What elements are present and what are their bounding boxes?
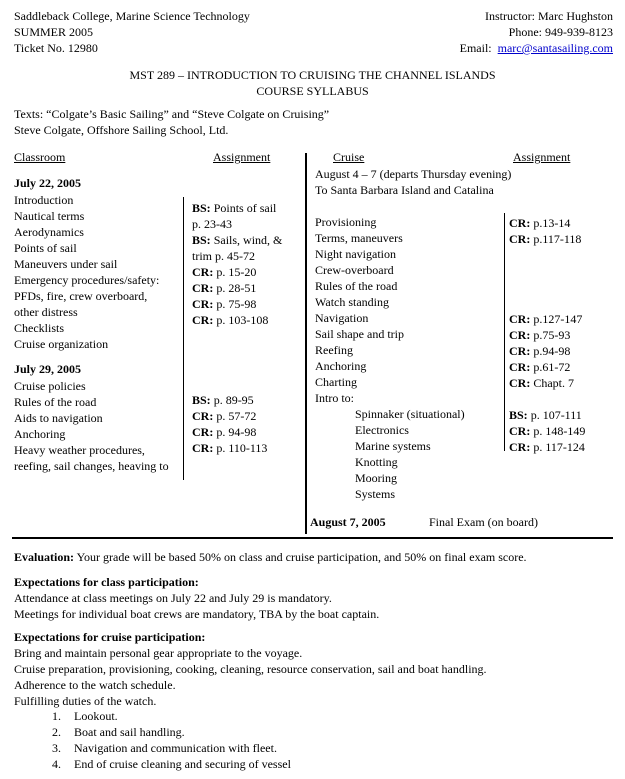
final-exam-date: August 7, 2005: [310, 515, 386, 529]
cruise-participation-line: Fulfilling duties of the watch.: [14, 694, 157, 708]
col-head-assignment-right: Assignment: [513, 150, 571, 164]
assignment-item: BS: p. 107-111: [509, 408, 582, 422]
assignment-item: p. 23-43: [192, 217, 232, 231]
session2-date: July 29, 2005: [14, 362, 82, 376]
col-head-assignment-left: Assignment: [213, 150, 271, 164]
cruise-participation-line: Bring and maintain personal gear appropriate to the voyage.: [14, 646, 303, 660]
topic: Cruise organization: [14, 337, 109, 351]
assignment-item: CR: p.13-14: [509, 216, 571, 230]
topic: reefing, sail changes, heaving to: [14, 459, 169, 473]
assignment-item: BS: Points of sail: [192, 201, 277, 215]
topic: Introduction: [14, 193, 74, 207]
course-title-line2: COURSE SYLLABUS: [256, 84, 369, 98]
spacer: [192, 328, 304, 392]
topic: Points of sail: [14, 241, 77, 255]
final-exam-label: Final Exam (on board): [429, 515, 538, 529]
session1-date: July 22, 2005: [14, 176, 82, 190]
header-right: [460, 8, 613, 56]
col-head-cruise: Cruise: [333, 150, 365, 164]
class-participation-line: Attendance at class meetings on July 22 and July 29 is mandatory.: [14, 591, 332, 605]
assignment-item: CR: p.117-118: [509, 232, 582, 246]
evaluation-section: [14, 549, 619, 565]
topic: Aerodynamics: [14, 225, 84, 239]
list-item: 3. Navigation and communication with fleet.: [52, 741, 277, 755]
list-item: 1. Lookout.: [52, 709, 118, 723]
spacer: [14, 352, 186, 361]
texts-block: [14, 106, 329, 138]
cruise-topic: Terms, maneuvers: [315, 231, 403, 245]
assignment-item: CR: p. 75-98: [192, 297, 257, 311]
cruise-topic: Watch standing: [315, 295, 390, 309]
email-link[interactable]: marc@santasailing.com: [497, 41, 613, 55]
texts-line2: Steve Colgate, Offshore Sailing School, Ltd.: [14, 123, 229, 137]
texts-line1: Texts: “Colgate’s Basic Sailing” and “Steve Colgate on Cruising”: [14, 107, 330, 121]
assignment-item: CR: p.61-72: [509, 360, 571, 374]
assignment-item: CR: p. 110-113: [192, 441, 268, 455]
assignment-item: CR: p. 94-98: [192, 425, 257, 439]
cruise-topic: Charting: [315, 375, 357, 389]
class-participation-line: Meetings for individual boat crews are mandatory, TBA by the boat captain.: [14, 607, 380, 621]
assignment-item: CR: p. 148-149: [509, 424, 586, 438]
assignment-left-column: [192, 200, 304, 456]
cruise-participation-section: [14, 629, 619, 709]
topic: Aids to navigation: [14, 411, 103, 425]
assignment-item: CR: p. 15-20: [192, 265, 257, 279]
cruise-participation-line: Cruise preparation, provisioning, cooking, cleaning, resource conservation, sail and boat handling.: [14, 662, 487, 676]
intro-topic: Systems: [355, 487, 396, 501]
assignment-item: BS: Sails, wind, &: [192, 233, 283, 247]
watch-duties-list: [52, 708, 291, 772]
course-title: [0, 67, 625, 99]
cruise-participation-heading: Expectations for cruise participation:: [14, 630, 206, 644]
course-title-line1: MST 289 – INTRODUCTION TO CRUISING THE CHANNEL ISLANDS: [129, 68, 496, 82]
assignment-item: CR: p.94-98: [509, 344, 571, 358]
cruise-topic: Reefing: [315, 343, 353, 357]
assignment-item: CR: p. 28-51: [192, 281, 257, 295]
classroom-column: [14, 175, 186, 474]
topic: Maneuvers under sail: [14, 257, 118, 271]
ticket-number: Ticket No. 12980: [14, 41, 98, 55]
topic: Nautical terms: [14, 209, 85, 223]
intro-topic: Knotting: [355, 455, 398, 469]
assignment-right-column: [509, 215, 619, 455]
assignment-item: CR: Chapt. 7: [509, 376, 574, 390]
topic: other distress: [14, 305, 78, 319]
email-row: [460, 40, 613, 56]
email-label: Email:: [459, 41, 492, 55]
cruise-dates: August 4 – 7 (departs Thursday evening): [315, 167, 512, 181]
topic: Checklists: [14, 321, 64, 335]
assignment-item: CR: p.75-93: [509, 328, 571, 342]
class-participation-heading: Expectations for class participation:: [14, 575, 199, 589]
topic: PFDs, fire, crew overboard,: [14, 289, 148, 303]
spacer: [509, 391, 619, 407]
cruise-participation-line: Adherence to the watch schedule.: [14, 678, 176, 692]
cruise-topic: Crew-overboard: [315, 263, 394, 277]
assignment-item: CR: p. 57-72: [192, 409, 257, 423]
assignment-item: CR: p.127-147: [509, 312, 583, 326]
center-divider: [305, 153, 307, 534]
evaluation-text: Your grade will be based 50% on class and cruise participation, and 50% on final exam score.: [74, 550, 527, 564]
term: SUMMER 2005: [14, 25, 94, 39]
cruise-topic: Night navigation: [315, 247, 396, 261]
table-bottom-rule: [12, 537, 613, 539]
cruise-topic: Anchoring: [315, 359, 367, 373]
evaluation-line: [14, 549, 619, 565]
instructor: Instructor: Marc Hughston: [485, 9, 613, 23]
header-left: [14, 8, 250, 56]
cruise-topic: Intro to:: [315, 391, 354, 405]
intro-topic: Spinnaker (situational): [355, 407, 465, 421]
cruise-topic: Rules of the road: [315, 279, 398, 293]
topic: Anchoring: [14, 427, 66, 441]
cruise-topic: Provisioning: [315, 215, 377, 229]
spacer: [509, 247, 619, 311]
topic: Rules of the road: [14, 395, 97, 409]
assignment-item: CR: p. 103-108: [192, 313, 269, 327]
col-head-classroom: Classroom: [14, 150, 66, 164]
topic: Emergency procedures/safety:: [14, 273, 160, 287]
intro-topic: Marine systems: [355, 439, 431, 453]
phone: Phone: 949-939-8123: [508, 25, 613, 39]
college-name: Saddleback College, Marine Science Technology: [14, 9, 250, 23]
list-item: 2. Boat and sail handling.: [52, 725, 185, 739]
spacer: [315, 198, 505, 214]
cruise-destination: To Santa Barbara Island and Catalina: [315, 183, 494, 197]
cruise-column: [315, 166, 512, 502]
cruise-topic: Sail shape and trip: [315, 327, 404, 341]
assignment-item: trim p. 45-72: [192, 249, 255, 263]
topic: Heavy weather procedures,: [14, 443, 145, 457]
cruise-topic: Navigation: [315, 311, 369, 325]
list-item: 4. End of cruise cleaning and securing of vessel: [52, 757, 291, 771]
topic: Cruise policies: [14, 379, 86, 393]
intro-topic: Mooring: [355, 471, 397, 485]
assignment-item: BS: p. 89-95: [192, 393, 254, 407]
evaluation-label: Evaluation:: [14, 550, 75, 564]
intro-topic: Electronics: [355, 423, 409, 437]
class-participation-section: [14, 574, 619, 622]
assignment-item: CR: p. 117-124: [509, 440, 585, 454]
